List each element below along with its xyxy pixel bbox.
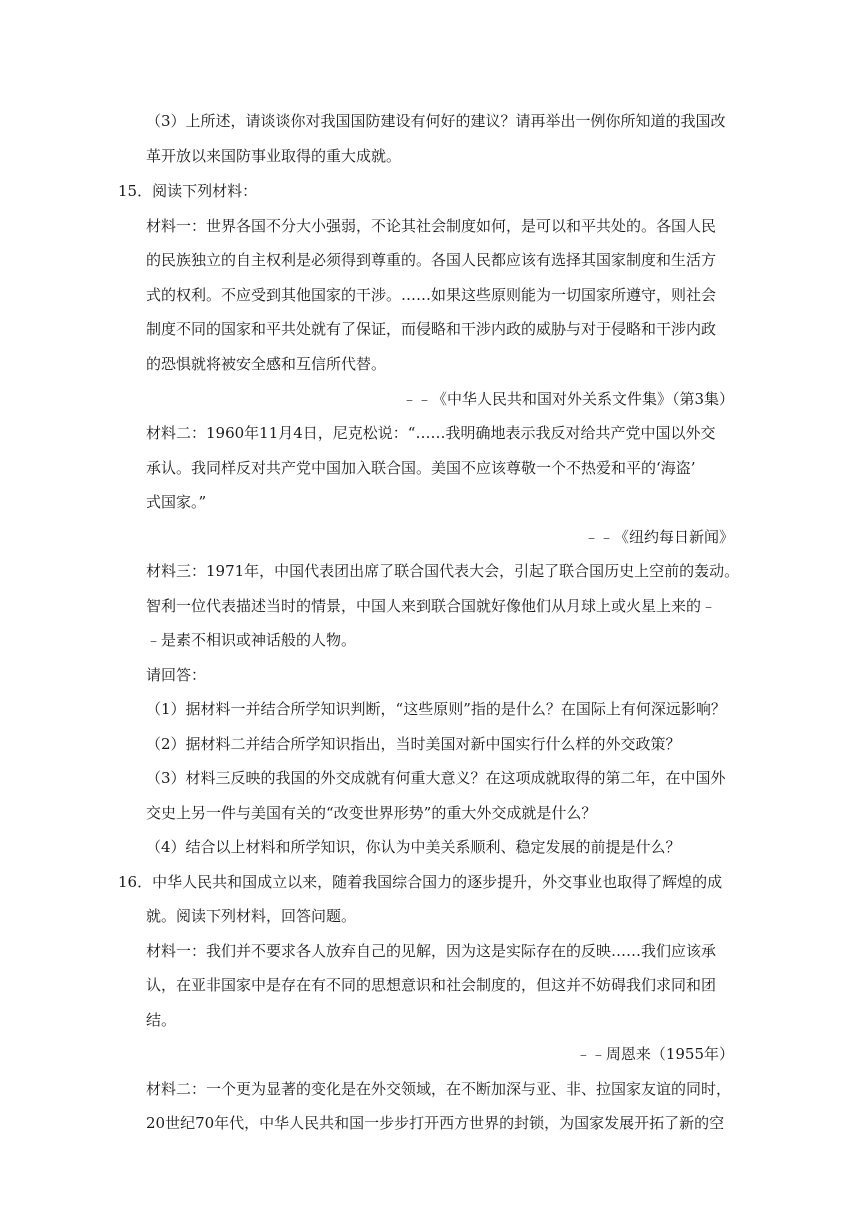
q16-material-1-line-1: 材料一：我们并不要求各人放弃自己的见解，因为这是实际存在的反映……我们应该承 (146, 942, 717, 960)
material-3-line-1: 材料三：1971年，中国代表团出席了联合国代表大会，引起了联合国历史上空前的轰动。 (146, 562, 740, 580)
q16-material-2-line-1: 材料二：一个更为显著的变化是在外交领域，在不断加深与亚、非、拉国家友谊的同时， (146, 1080, 732, 1098)
material-1-line-1: 材料一：世界各国不分大小强弱，不论其社会制度如何，是可以和平共处的。各国人民 (146, 217, 717, 235)
q15-2: （2）据材料二并结合所学知识指出，当时美国对新中国实行什么样的外交政策？ (146, 735, 681, 753)
q15-4: （4）结合以上材料和所学知识，你认为中美关系顺利、稳定发展的前提是什么？ (146, 838, 681, 856)
answer-prompt: 请回答： (146, 666, 207, 684)
q15-1: （1）据材料一并结合所学知识判断，“这些原则”指的是什么？在国际上有何深远影响？ (146, 700, 726, 718)
material-3-line-2: 智利一位代表描述当时的情景，中国人来到联合国就好像他们从月球上或火星上来的﹣ (146, 597, 717, 615)
material-1-source: ﹣﹣《中华人民共和国对外关系文件集》（第3集） (401, 390, 734, 408)
q16-material-1-line-3: 结。 (146, 1011, 177, 1029)
q14-3-line-1: （3）上所述，请谈谈你对我国国防建设有何好的建议？请再举出一例你所知道的我国改 (146, 112, 726, 130)
q16-material-2-line-2: 20世纪70年代，中华人民共和国一步步打开西方世界的封锁，为国家发展开拓了新的空 (146, 1114, 725, 1132)
material-1-line-2: 的民族独立的自主权利是必须得到尊重的。各国人民都应该有选择其国家制度和生活方 (146, 251, 717, 269)
q15-3-line-2: 交史上另一件与美国有关的“改变世界形势”的重大外交成就是什么？ (146, 804, 597, 822)
material-2-source: ﹣﹣《纽约每日新闻》 (583, 528, 734, 546)
q15-heading: 15．阅读下列材料： (118, 182, 258, 200)
q16-heading-line-1: 16．中华人民共和国成立以来，随着我国综合国力的逐步提升，外交事业也取得了辉煌的成 (118, 873, 723, 891)
material-1-line-3: 式的权利。不应受到其他国家的干涉。……如果这些原则能为一切国家所遵守，则社会 (146, 286, 717, 304)
material-1-line-5: 的恐惧就将被安全感和互信所代替。 (146, 355, 387, 373)
q16-material-1-line-2: 认，在亚非国家中是存在有不同的思想意识和社会制度的，但这并不妨碍我们求同和团 (146, 976, 717, 994)
material-2-line-3: 式国家。” (146, 493, 207, 511)
q16-heading-line-2: 就。阅读下列材料，回答问题。 (146, 907, 357, 925)
material-1-line-4: 制度不同的国家和平共处就有了保证，而侵略和干涉内政的威胁与对于侵略和干涉内政 (146, 320, 717, 338)
material-2-line-2: 承认。我同样反对共产党中国加入联合国。美国不应该尊敬一个不热爱和平的‘海盗’ (146, 459, 696, 477)
q14-3-line-2: 革开放以来国防事业取得的重大成就。 (146, 147, 402, 165)
q16-material-1-source: ﹣﹣周恩来（1955年） (575, 1045, 734, 1063)
material-3-line-3: ﹣是素不相识或神话般的人物。 (146, 631, 357, 649)
q15-3-line-1: （3）材料三反映的我国的外交成就有何重大意义？在这项成就取得的第二年，在中国外 (146, 769, 726, 787)
material-2-line-1: 材料二：1960年11月4日，尼克松说：“……我明确地表示我反对给共产党中国以外交 (146, 424, 716, 442)
